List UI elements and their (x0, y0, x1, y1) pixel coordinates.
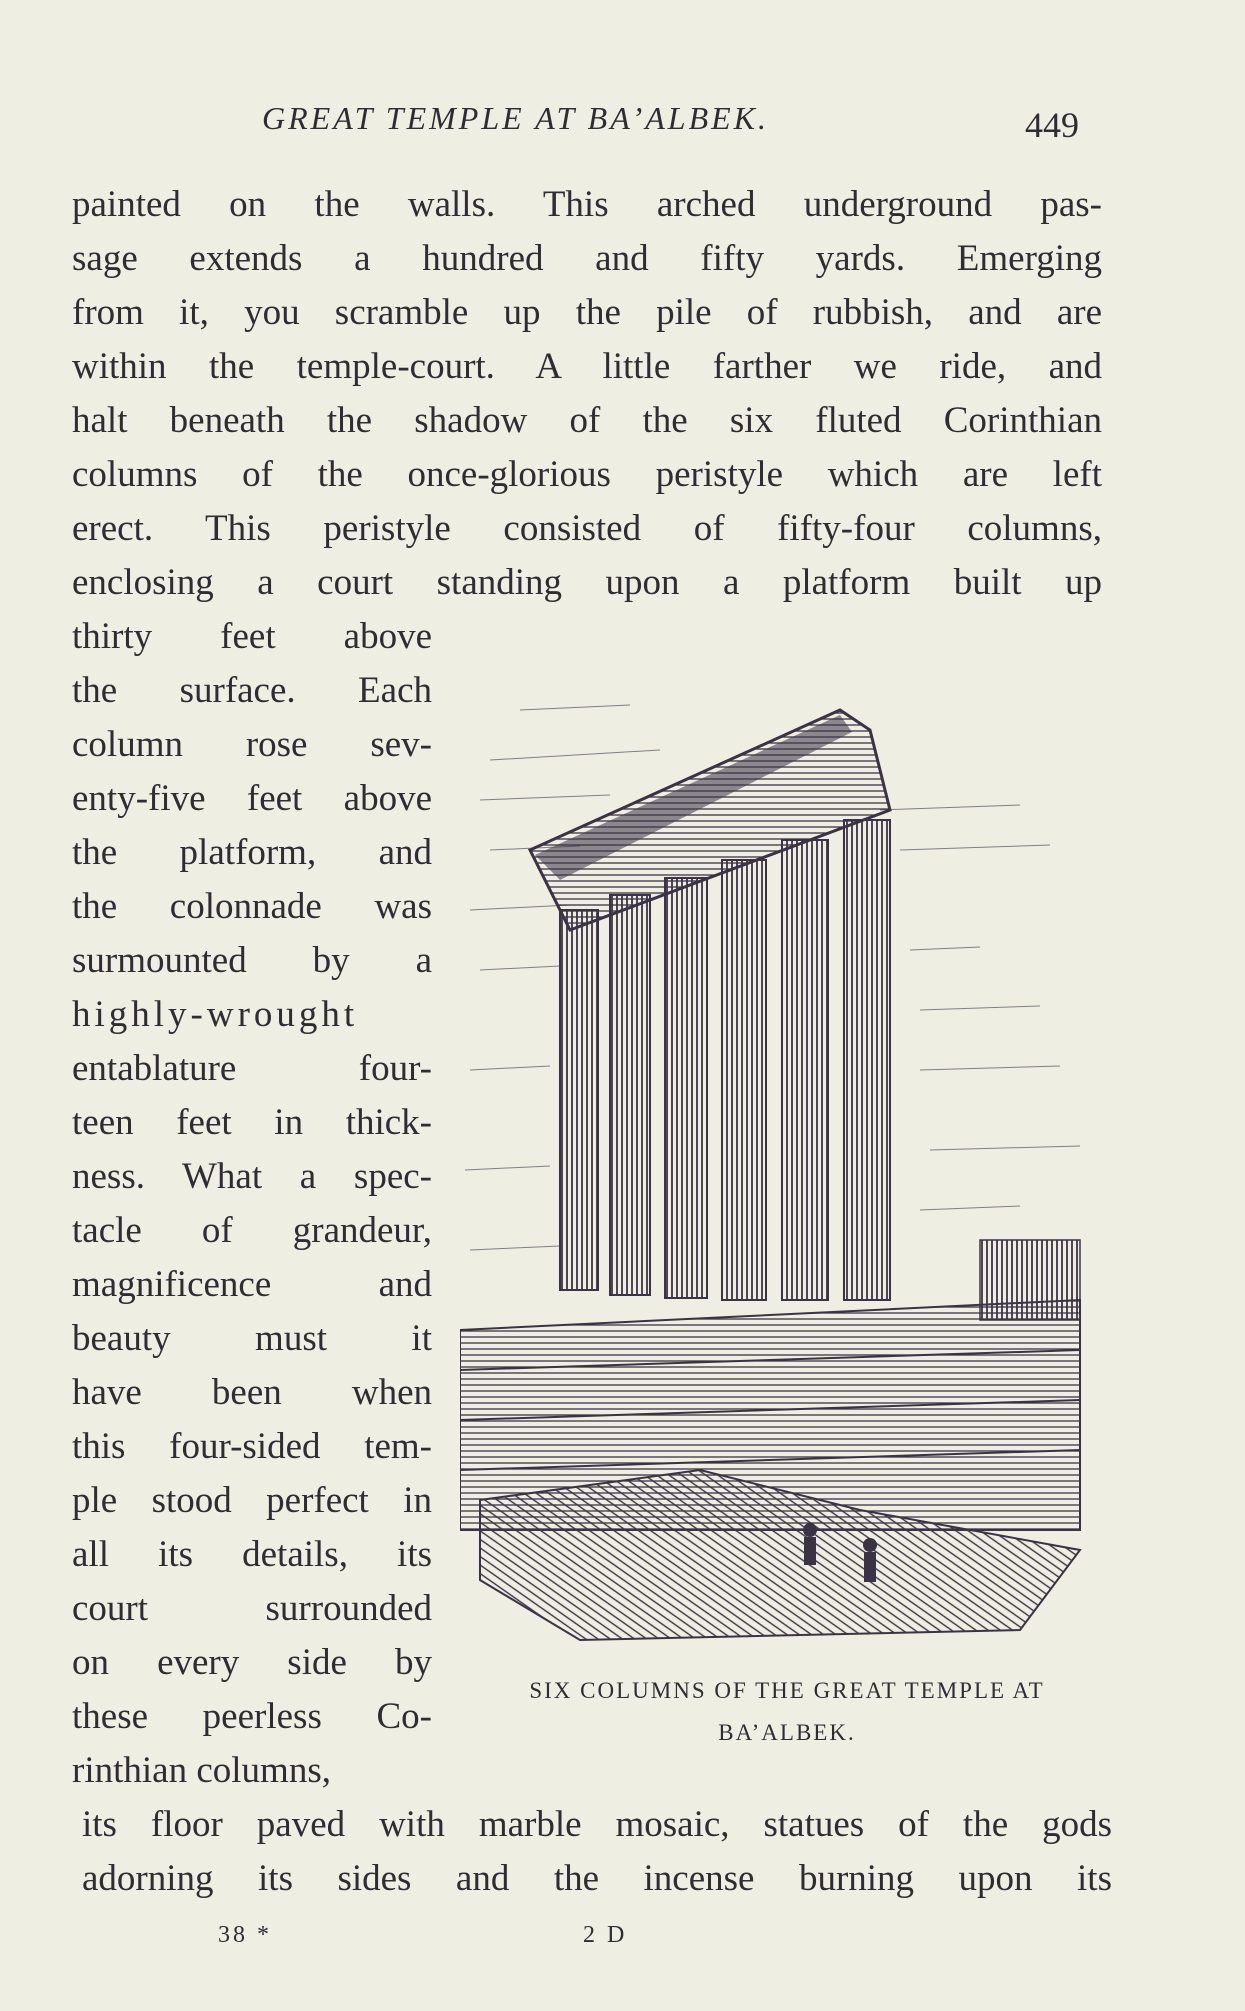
running-head: GREAT TEMPLE AT BA’ALBEK. (262, 100, 770, 136)
signature-mark: 2 D (583, 1922, 628, 1948)
text-line: teen feet in thick- (72, 1102, 432, 1143)
text-line: the platform, and (72, 832, 432, 873)
text-line: erect. This peristyle consisted of fifty-four columns, (72, 508, 1102, 549)
text-line: within the temple-court. A little farther we ride, and (72, 346, 1102, 387)
text-line: this four-sided tem- (72, 1426, 432, 1467)
text-line: tacle of grandeur, (72, 1210, 432, 1251)
text-line: surmounted by a (72, 940, 432, 981)
text-line: adorning its sides and the incense burning upon its (82, 1858, 1112, 1899)
text-line: court surrounded (72, 1588, 432, 1629)
signature-mark: 38 * (218, 1922, 272, 1948)
text-line: painted on the walls. This arched underground pas- (72, 184, 1102, 225)
text-line: highly-wrought (72, 994, 359, 1035)
temple-illustration (460, 650, 1100, 1650)
text-line: sage extends a hundred and fifty yards. Emerging (72, 238, 1102, 279)
text-line: its floor paved with marble mosaic, statues of the gods (82, 1804, 1112, 1845)
text-line: columns of the once-glorious peristyle which are left (72, 454, 1102, 495)
text-line: all its details, its (72, 1534, 432, 1575)
figure-caption: SIX COLUMNS OF THE GREAT TEMPLE AT (529, 1678, 1045, 1703)
text-line: from it, you scramble up the pile of rubbish, and are (72, 292, 1102, 333)
text-line: enclosing a court standing upon a platform built up (72, 562, 1102, 603)
text-line: enty-five feet above (72, 778, 432, 819)
page-number: 449 (1025, 105, 1079, 145)
text-line: the surface. Each (72, 670, 432, 711)
text-line: column rose sev- (72, 724, 432, 765)
text-line: thirty feet above (72, 616, 432, 657)
figure-caption: BA’ALBEK. (718, 1720, 856, 1745)
text-line: ple stood perfect in (72, 1480, 432, 1521)
text-line: have been when (72, 1372, 432, 1413)
text-line: rinthian columns, (72, 1750, 331, 1791)
text-line: halt beneath the shadow of the six fluted Corinthian (72, 400, 1102, 441)
text-line: magnificence and (72, 1264, 432, 1305)
text-line: ness. What a spec- (72, 1156, 432, 1197)
text-line: on every side by (72, 1642, 432, 1683)
text-line: these peerless Co- (72, 1696, 432, 1737)
text-line: entablature four- (72, 1048, 432, 1089)
text-line: the colonnade was (72, 886, 432, 927)
text-line: beauty must it (72, 1318, 432, 1359)
